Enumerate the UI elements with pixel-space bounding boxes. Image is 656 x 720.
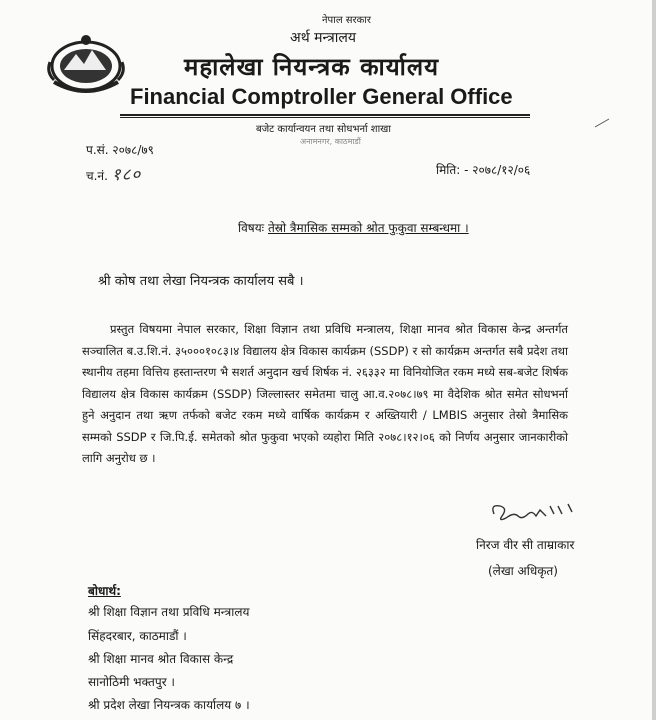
cc-title: बोधार्थ: xyxy=(88,584,121,598)
office-name-nepali: महालेखा नियन्त्रक कार्यालय xyxy=(184,53,440,81)
office-name-english: Financial Comptroller General Office xyxy=(130,84,513,109)
nepal-government-emblem-icon xyxy=(46,32,126,96)
subject-text: तेस्रो त्रैमासिक सम्मको श्रोत फुकुवा सम्बन्धमा । xyxy=(267,221,469,235)
cc-line: सानोठिमी भक्तपुर । xyxy=(88,675,175,689)
branch-name: बजेट कार्यान्वयन तथा सोधभर्ना शाखा xyxy=(256,124,391,135)
scan-edge xyxy=(652,0,656,720)
header-divider xyxy=(120,114,530,116)
signer-designation: (लेखा अधिकृत) xyxy=(488,564,558,578)
cc-line: सिंहदरबार, काठमाडौं । xyxy=(88,629,187,643)
cc-line: श्री प्रदेश लेखा नियन्त्रक कार्यालय ७ । xyxy=(88,698,250,712)
letter-date xyxy=(436,161,530,178)
government-name: नेपाल सरकार xyxy=(322,15,371,26)
handwritten-signature-icon xyxy=(488,492,584,528)
reference-chn xyxy=(86,162,141,185)
ps-label: प.सं. xyxy=(86,143,109,157)
signer-name: निरज वीर सी ताम्राकार xyxy=(476,538,575,552)
reference-ps xyxy=(86,141,154,158)
body-paragraph: प्रस्तुत विषयमा नेपाल सरकार, शिक्षा विज्ञान तथा प्रविधि मन्त्रालय, शिक्षा मानव श्रोत विकास केन्द्र अन्तर्गत सञ्चालित ब.उ.शि.नं. ३५०००१०८३।४ विद्यालय क्षेत्र विकास कार्यक्रम (SSDP) र सो कार्यक्रम अन्तर्गत सबै प्रदेश तथा स्थानीय तहमा वित्तिय हस्तान्तरण भै सशर्त अनुदान खर्च शिर्षक नं. २६३३२ मा विनियोजित रकम मध्ये सब-बजेट शिर्षक विद्यालय क्षेत्र विकास कार्यक्रम (SSDP) जिल्लास्तर समेतमा चालु आ.व.२०७८।७९ मा वैदेशिक श्रोत समेत सोधभर्ना हुने अनुदान तथा ऋण तर्फको बजेट रकम मध्ये वार्षिक कार्यक्रम र अख्तियारी / LMBIS अनुसार तेस्रो त्रैमासिक सम्मको SSDP र जि.पि.ई. समेतको श्रोत फुकुवा भएको व्यहोरा मिति २०७८।१२।०६ को निर्णय अनुसार जानकारीको लागि अनुरोध छ । xyxy=(82,322,568,465)
office-stamp: अनामनगर, काठमाडौं xyxy=(300,137,361,146)
header-divider-thin xyxy=(120,117,530,118)
date-value: २०७८/१२/०६ xyxy=(472,163,531,177)
chn-value: १८० xyxy=(111,165,142,185)
pen-mark-icon xyxy=(594,118,610,128)
ps-value: २०७८/७९ xyxy=(112,143,154,157)
subject-label: विषयः xyxy=(238,221,265,235)
addressee: श्री कोष तथा लेखा नियन्त्रक कार्यालय सबै । xyxy=(98,274,304,289)
ministry-name: अर्थ मन्त्रालय xyxy=(290,30,356,46)
date-label: मिति: - xyxy=(436,163,469,177)
cc-line: श्री शिक्षा मानव श्रोत विकास केन्द्र xyxy=(88,652,234,666)
subject-line xyxy=(238,219,469,236)
cc-line: श्री शिक्षा विज्ञान तथा प्रविधि मन्त्रालय xyxy=(88,605,250,619)
chn-label: च.नं. xyxy=(86,169,108,183)
